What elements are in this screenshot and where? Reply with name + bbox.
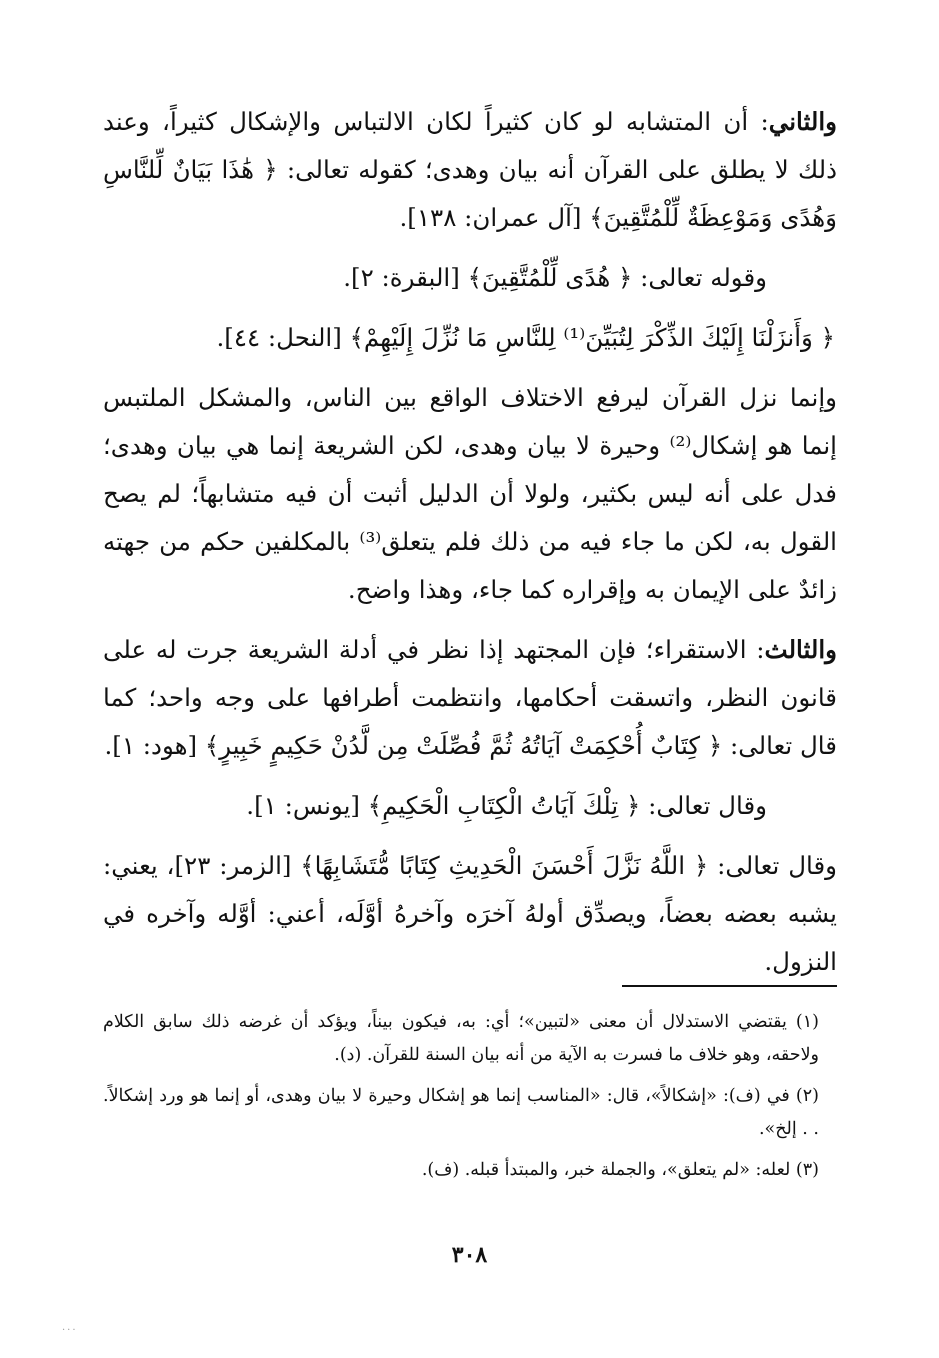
paragraph-lead-second: والثاني xyxy=(768,107,837,136)
paragraph-quran-baqara: وقوله تعالى: ﴿ هُدًى لِّلْمُتَّقِينَ﴾ [البقرة: ٢]. xyxy=(343,263,767,292)
paragraph-second-argument xyxy=(103,98,837,242)
footnote-2: (٢) في (ف): «إشكالاً»، قال: «المناسب إنما هو إشكال وحيرة لا بيان وهدى، أو إنما هو ورد إشكالاً. . . إلخ». xyxy=(103,1086,819,1139)
paragraph-quran-nahl: ﴿ وَأَنزَلْنَا إِلَيْكَ الذِّكْرَ لِتُبَيِّنَ⁽¹⁾ لِلنَّاسِ مَا نُزِّلَ إِلَيْهِمْ﴾ [النحل: ٤٤]. xyxy=(216,323,835,352)
paragraph-text: : الاستقراء؛ فإن المجتهد إذا نظر في أدلة الشريعة جرت له على قانون النظر، واتسقت أحكامها، وانتظمت أطرافها على وجه واحد؛ كما قال تعالى: ﴿ كِتَابٌ أُحْكِمَتْ آيَاتُهُ ثُمَّ فُصِّلَتْ مِن لَّدُنْ حَكِيمٍ خَبِيرٍ﴾ [هود: ١]. xyxy=(103,635,837,760)
paragraph-text: : أن المتشابه لو كان كثيراً لكان الالتباس والإشكال كثيراً، وعند ذلك لا يطلق على القرآن أنه بيان وهدى؛ كقوله تعالى: ﴿ هَٰذَا بَيَانٌ لِّلنَّاسِ وَهُدًى وَمَوْعِظَةٌ لِّلْمُتَّقِينَ﴾ [آل عمران: ١٣٨]. xyxy=(103,107,837,232)
footnotes xyxy=(103,1006,837,1195)
paragraph-quran-yunus: وقال تعالى: ﴿ تِلْكَ آيَاتُ الْكِتَابِ الْحَكِيمِ﴾ [يونس: ١]. xyxy=(246,791,767,820)
paragraph-quran-zumar: وقال تعالى: ﴿ اللَّهُ نَزَّلَ أَحْسَنَ الْحَدِيثِ كِتَابًا مُّتَشَابِهًا﴾ [الزمر: ٢٣]، يعني: يشبه بعضه بعضاً، ويصدِّق أولهُ آخرَه وآخرهُ أوَّلَه، أعني: أوَّله وآخره في النزول. xyxy=(103,851,837,976)
paragraph-third-argument xyxy=(103,626,837,770)
page-number: ٣٠٨ xyxy=(451,1242,488,1268)
corner-mark: ... xyxy=(62,1322,78,1333)
paragraph-quran-purpose: وإنما نزل القرآن ليرفع الاختلاف الواقع بين الناس، والمشكل الملتبس إنما هو إشكال⁽²⁾ وحيرة لا بيان وهدى، لكن الشريعة إنما هي بيان وهدى؛ فدل على أنه ليس بكثير، ولولا أن الدليل أثبت أن فيه متشابهاً؛ لم يصح القول به، لكن ما جاء فيه من ذلك فلم يتعلق⁽³⁾ بالمكلفين حكم من جهته زائدٌ على الإيمان به وإقراره كما جاء، وهذا واضح. xyxy=(103,383,837,604)
main-text xyxy=(103,98,837,986)
footnote-1: (١) يقتضي الاستدلال أن معنى «لتبين»؛ أي: به، فيكون بيناً، ويؤكد أن غرضه ذلك سابق الكلام ولاحقه، وهو خلاف ما فسرت به الآية من أنه بيان السنة للقرآن. (د). xyxy=(103,1012,819,1065)
footnote-separator xyxy=(622,985,837,987)
paragraph-lead-third: والثالث xyxy=(764,635,837,664)
footnote-3: (٣) لعله: «لم يتعلق»، والجملة خبر، والمبتدأ قبله. (ف). xyxy=(421,1160,819,1180)
